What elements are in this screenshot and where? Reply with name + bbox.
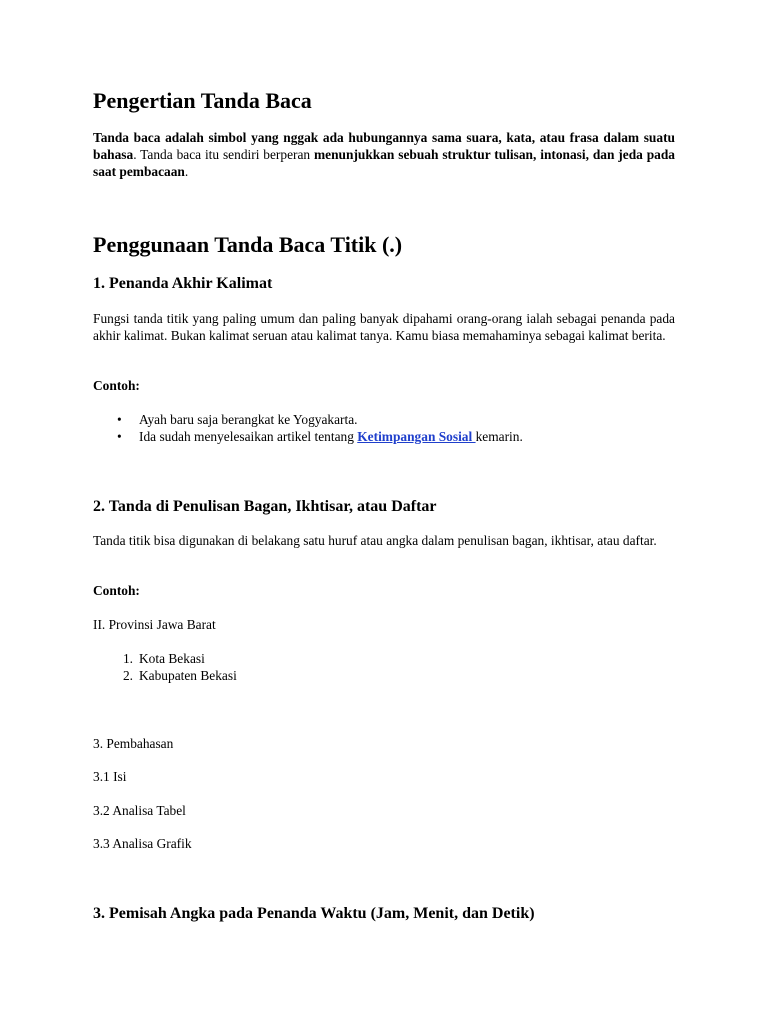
list-item-text: Ida sudah menyelesaikan artikel tentang xyxy=(139,429,358,444)
outline-line: 3.2 Analisa Tabel xyxy=(93,803,186,818)
definition-text-2: . xyxy=(184,164,189,179)
definition-bold-1: Tanda baca adalah simbol yang nggak ada hubungannya sama suara, kata, atau frasa dalam suatu bahasa xyxy=(93,130,675,162)
numbered-list-item xyxy=(122,667,237,684)
ketimpangan-sosial-link[interactable]: Ketimpangan Sosial xyxy=(357,429,476,444)
example-label-2: Contoh: xyxy=(93,583,140,598)
list-number: 1. xyxy=(122,651,133,666)
bullet-icon: • xyxy=(117,429,122,444)
list-item-text: Ayah baru saja berangkat ke Yogyakarta. xyxy=(139,412,358,427)
list-item xyxy=(117,428,523,445)
definition-text-1: . Tanda baca itu sendiri berperan xyxy=(133,147,314,162)
list-number: 2. xyxy=(122,668,133,683)
section-title-pengertian: Pengertian Tanda Baca xyxy=(93,88,312,113)
definition-paragraph xyxy=(93,129,675,180)
section-title-penggunaan-titik: Penggunaan Tanda Baca Titik (.) xyxy=(93,232,403,257)
list-item-text: Kabupaten Bekasi xyxy=(139,668,237,683)
outline-line: 3.1 Isi xyxy=(93,769,127,784)
bullet-icon: • xyxy=(117,412,122,427)
subsection-title-akhir-kalimat: 1. Penanda Akhir Kalimat xyxy=(93,275,273,292)
bagan-paragraph: Tanda titik bisa digunakan di belakang satu huruf atau angka dalam penulisan bagan, ikhtisar, atau daftar. xyxy=(93,533,657,548)
example-label-1: Contoh: xyxy=(93,378,140,393)
outline-line: 3.3 Analisa Grafik xyxy=(93,836,192,851)
subsection-title-penanda-waktu: 3. Pemisah Angka pada Penanda Waktu (Jam, Menit, dan Detik) xyxy=(93,905,535,922)
numbered-list-item xyxy=(122,650,205,667)
definition-bold-2: menunjukkan sebuah struktur tulisan, intonasi, dan jeda pada saat pembacaan xyxy=(93,147,675,179)
list-item-text: Kota Bekasi xyxy=(139,651,205,666)
outline-line: 3. Pembahasan xyxy=(93,736,174,751)
akhir-kalimat-paragraph: Fungsi tanda titik yang paling umum dan paling banyak dipahami orang-orang ialah sebagai penanda pada akhir kalimat. Bukan kalimat seruan atau kalimat tanya. Kamu biasa memahaminya sebagai kalimat berita. xyxy=(93,311,675,343)
subsection-title-bagan: 2. Tanda di Penulisan Bagan, Ikhtisar, atau Daftar xyxy=(93,498,437,515)
list-item xyxy=(117,411,358,428)
outline-heading-line: II. Provinsi Jawa Barat xyxy=(93,617,216,632)
list-item-text-end: kemarin. xyxy=(475,429,523,444)
